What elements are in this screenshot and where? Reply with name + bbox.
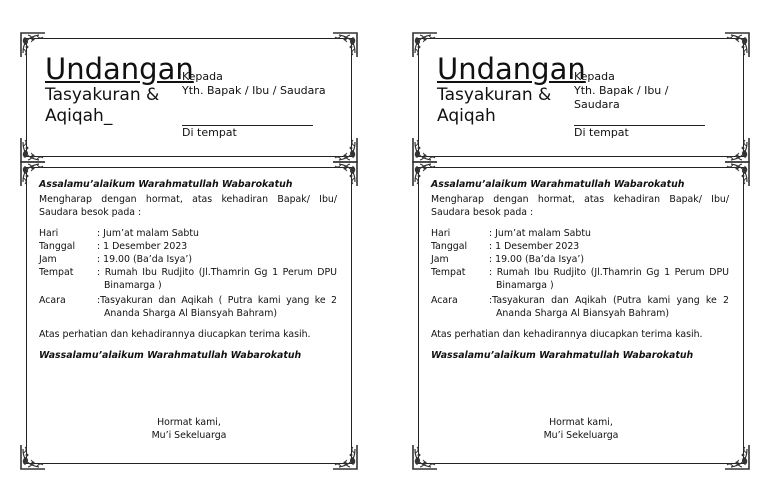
ornament-corner-icon — [331, 443, 359, 471]
detail-value: : 19.00 (Ba’da Isya’) — [489, 254, 585, 265]
signature-name: Mu’i Sekeluarga — [151, 430, 227, 441]
body-frame — [26, 167, 352, 464]
detail-label: Tanggal — [39, 241, 76, 252]
closing-text: Atas perhatian dan kehadirannya diucapkan terima kasih. — [431, 329, 703, 340]
place-text: Di tempat — [574, 126, 629, 139]
invitation-title: Undangan — [45, 52, 194, 86]
signature — [419, 416, 743, 442]
detail-value: : Rumah Ibu Rudjito (Jl.Thamrin Gg 1 Perum DPU Binamarga ) — [489, 267, 729, 291]
detail-row — [39, 253, 337, 266]
ornament-corner-icon — [723, 31, 751, 59]
greeting: Assalamu’alaikum Warahmatullah Wabarokatuh — [39, 179, 293, 190]
invitation-card-right — [410, 0, 755, 503]
closing-text: Atas perhatian dan kehadirannya diucapkan terima kasih. — [39, 329, 311, 340]
detail-label: Hari — [431, 228, 451, 239]
detail-value: :Tasyakuran dan Aqikah (Putra kami yang ke 2 Ananda Sharga Al Biansyah Bahram) — [489, 295, 729, 319]
header-frame — [418, 38, 744, 157]
signature-name: Mu’i Sekeluarga — [543, 430, 619, 441]
recipient-block — [182, 70, 347, 98]
detail-label: Hari — [39, 228, 59, 239]
intro-text: Mengharap dengan hormat, atas kehadiran Bapak/ Ibu/ Saudara besok pada : — [39, 194, 337, 218]
recipient-label: Kepada — [574, 70, 615, 83]
detail-row — [39, 294, 337, 320]
detail-value: : Rumah Ibu Rudjito (Jl.Thamrin Gg 1 Perum DPU Binamarga ) — [97, 267, 337, 291]
ornament-corner-icon — [19, 443, 47, 471]
invitation-body — [431, 178, 729, 362]
detail-label: Tempat — [39, 267, 74, 278]
detail-row — [431, 240, 729, 253]
recipient-label: Kepada — [182, 70, 223, 83]
detail-row — [431, 253, 729, 266]
invitation-card-left — [18, 0, 363, 503]
detail-value: : Jum’at malam Sabtu — [97, 228, 199, 239]
recipient-block — [574, 70, 684, 112]
detail-row — [431, 294, 729, 320]
ornament-corner-icon — [723, 443, 751, 471]
farewell: Wassalamu’alaikum Warahmatullah Wabarokatuh — [39, 350, 302, 361]
signature-line: Hormat kami, — [157, 417, 221, 428]
place-text: Di tempat — [182, 126, 237, 139]
detail-row — [431, 266, 729, 292]
header-frame — [26, 38, 352, 157]
recipient-line: Yth. Bapak / Ibu / Saudara — [574, 84, 669, 111]
invitation-subtitle: Tasyakuran & Aqiqah_ — [45, 85, 160, 126]
invitation-subtitle: Tasyakuran & Aqiqah — [437, 85, 552, 126]
detail-list — [431, 227, 729, 320]
detail-label: Jam — [431, 254, 449, 265]
ornament-corner-icon — [411, 31, 439, 59]
detail-value: : 19.00 (Ba’da Isya’) — [97, 254, 193, 265]
detail-row — [431, 227, 729, 240]
intro-text: Mengharap dengan hormat, atas kehadiran Bapak/ Ibu/ Saudara besok pada : — [431, 194, 729, 218]
ornament-corner-icon — [19, 31, 47, 59]
ornament-corner-icon — [411, 443, 439, 471]
detail-value: : Jum’at malam Sabtu — [489, 228, 591, 239]
invitation-title: Undangan — [437, 52, 586, 86]
recipient-line: Yth. Bapak / Ibu / Saudara — [182, 84, 326, 97]
detail-label: Jam — [39, 254, 57, 265]
detail-label: Acara — [39, 295, 66, 306]
detail-value: :Tasyakuran dan Aqikah ( Putra kami yang ke 2 Ananda Sharga Al Biansyah Bahram) — [97, 295, 337, 319]
invitation-body — [39, 178, 337, 362]
detail-label: Tanggal — [431, 241, 468, 252]
detail-label: Tempat — [431, 267, 466, 278]
signature — [27, 416, 351, 442]
detail-row — [39, 240, 337, 253]
farewell: Wassalamu’alaikum Warahmatullah Wabarokatuh — [431, 350, 694, 361]
detail-row — [39, 266, 337, 292]
detail-value: : 1 Desember 2023 — [489, 241, 580, 252]
detail-label: Acara — [431, 295, 458, 306]
ornament-corner-icon — [331, 31, 359, 59]
detail-list — [39, 227, 337, 320]
greeting: Assalamu’alaikum Warahmatullah Wabarokatuh — [431, 179, 685, 190]
detail-value: : 1 Desember 2023 — [97, 241, 188, 252]
signature-line: Hormat kami, — [549, 417, 613, 428]
detail-row — [39, 227, 337, 240]
body-frame — [418, 167, 744, 464]
